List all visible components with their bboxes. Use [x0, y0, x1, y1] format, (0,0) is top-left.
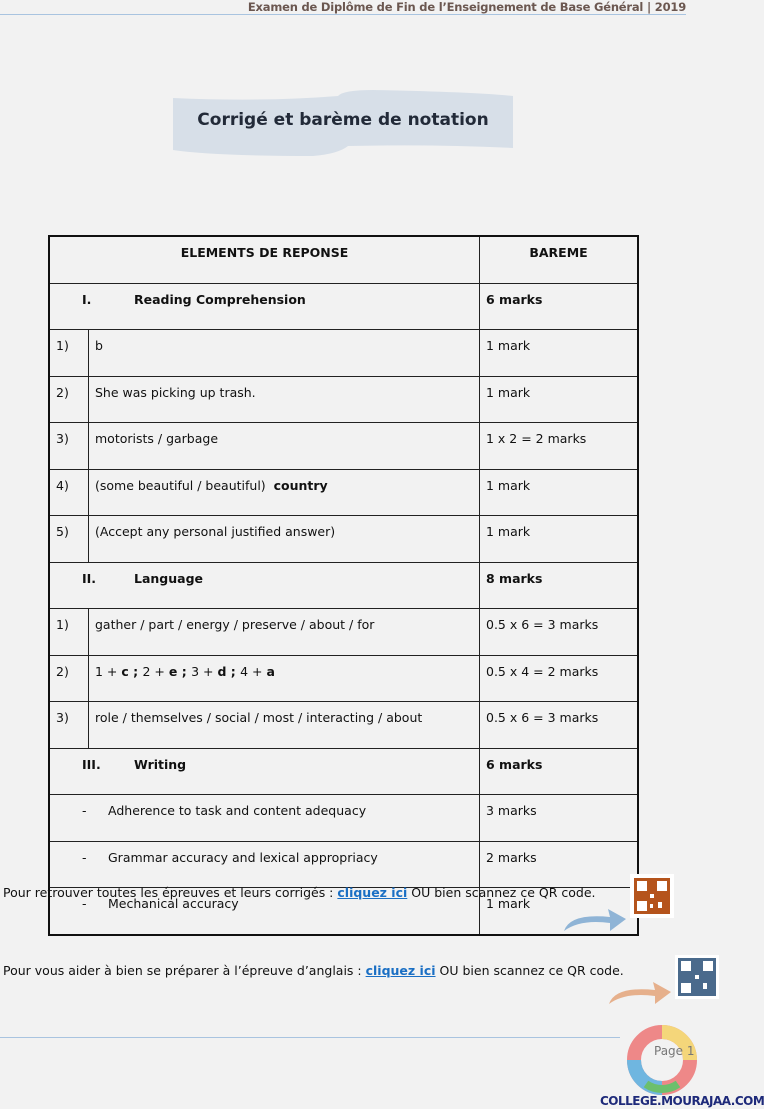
header-bareme: BAREME [480, 236, 639, 283]
section-marks: 6 marks [480, 748, 639, 795]
section-row [49, 562, 638, 609]
cliquez-ici-link[interactable]: cliquez ici [365, 963, 436, 978]
site-logo [618, 1022, 718, 1094]
section-number: II. [82, 570, 97, 586]
mark: 1 mark [480, 888, 639, 935]
item-number: 2) [49, 655, 89, 702]
answer: gather / part / energy / preserve / about / for [89, 609, 480, 656]
footer-line-2 [3, 963, 624, 978]
answer-table [48, 235, 639, 936]
mark: 3 marks [480, 795, 639, 842]
footer-line-1 [3, 885, 596, 900]
section-number: III. [82, 756, 101, 772]
table-row [49, 330, 638, 377]
answer-bold: country [273, 477, 328, 493]
mark: 0.5 x 6 = 3 marks [480, 702, 639, 749]
section-row [49, 283, 638, 330]
table-header-row [49, 236, 638, 283]
mark: 0.5 x 6 = 3 marks [480, 609, 639, 656]
table-row [49, 376, 638, 423]
answer-part: a [266, 663, 275, 679]
section-marks: 6 marks [480, 283, 639, 330]
page-number: Page 1 [654, 1044, 695, 1058]
answer-text: (some beautiful / beautiful) [95, 477, 266, 493]
qr-code-2[interactable] [675, 955, 719, 999]
item-number: 3) [49, 702, 89, 749]
page-header: Examen de Diplôme de Fin de l’Enseignement de Base Général | 2019 [247, 0, 686, 14]
mark: 1 mark [480, 330, 639, 377]
answer-part: e ; [168, 663, 192, 679]
mark: 0.5 x 4 = 2 marks [480, 655, 639, 702]
section-title: Writing [134, 756, 187, 772]
item-number: 3) [49, 423, 89, 470]
table-row [49, 469, 638, 516]
item-number: 1) [49, 609, 89, 656]
arrow-icon [560, 905, 630, 935]
item-number: 4) [49, 469, 89, 516]
cliquez-ici-link[interactable]: cliquez ici [337, 885, 408, 900]
section-row [49, 748, 638, 795]
answer [89, 469, 480, 516]
header-divider [0, 14, 686, 15]
item-number: 1) [49, 330, 89, 377]
section-number: I. [82, 291, 92, 307]
table-row [49, 702, 638, 749]
bullet-dash: - [82, 803, 87, 818]
answer: Mechanical accuracy [108, 896, 239, 911]
mark: 1 mark [480, 376, 639, 423]
page-title: Corrigé et barème de notation [197, 110, 489, 130]
section-title: Reading Comprehension [134, 291, 306, 307]
item-number: 5) [49, 516, 89, 563]
answer-part: 3 + [191, 663, 218, 679]
answer: She was picking up trash. [89, 376, 480, 423]
bullet-dash: - [82, 849, 87, 865]
table-row [49, 609, 638, 656]
answer [89, 655, 480, 702]
section-title: Language [134, 570, 204, 586]
answer-part: d ; [217, 663, 241, 679]
answer: b [89, 330, 480, 377]
footer-text: Pour vous aider à bien se préparer à l’épreuve d’anglais : [3, 963, 366, 978]
answer-part: 4 + [240, 663, 267, 679]
item-number: 2) [49, 376, 89, 423]
title-banner [173, 90, 513, 156]
table-row [49, 423, 638, 470]
answer: Adherence to task and content adequacy [108, 803, 367, 818]
footer-text: Pour retrouver toutes les épreuves et leurs corrigés : [3, 885, 338, 900]
table-row [49, 841, 638, 888]
mark: 1 mark [480, 469, 639, 516]
header-elements: ELEMENTS DE REPONSE [49, 236, 480, 283]
mark: 2 marks [480, 841, 639, 888]
answer-part: 2 + [142, 663, 169, 679]
table-row [49, 516, 638, 563]
qr-code-1[interactable] [630, 874, 674, 918]
answer-part: c ; [121, 663, 143, 679]
answer: motorists / garbage [89, 423, 480, 470]
mark: 1 mark [480, 516, 639, 563]
table-row [49, 795, 638, 842]
answer-part: 1 + [95, 663, 122, 679]
answer: (Accept any personal justified answer) [89, 516, 480, 563]
table-row [49, 655, 638, 702]
bullet-dash: - [82, 896, 87, 911]
arrow-icon [605, 978, 675, 1008]
footer-text: OU bien scannez ce QR code. [407, 885, 596, 900]
footer-divider [0, 1037, 620, 1038]
footer-text: OU bien scannez ce QR code. [435, 963, 624, 978]
answer: role / themselves / social / most / interacting / about [89, 702, 480, 749]
section-marks: 8 marks [480, 562, 639, 609]
mark: 1 x 2 = 2 marks [480, 423, 639, 470]
answer: Grammar accuracy and lexical appropriacy [108, 849, 378, 865]
site-name: COLLEGE.MOURAJAA.COM [600, 1094, 764, 1108]
